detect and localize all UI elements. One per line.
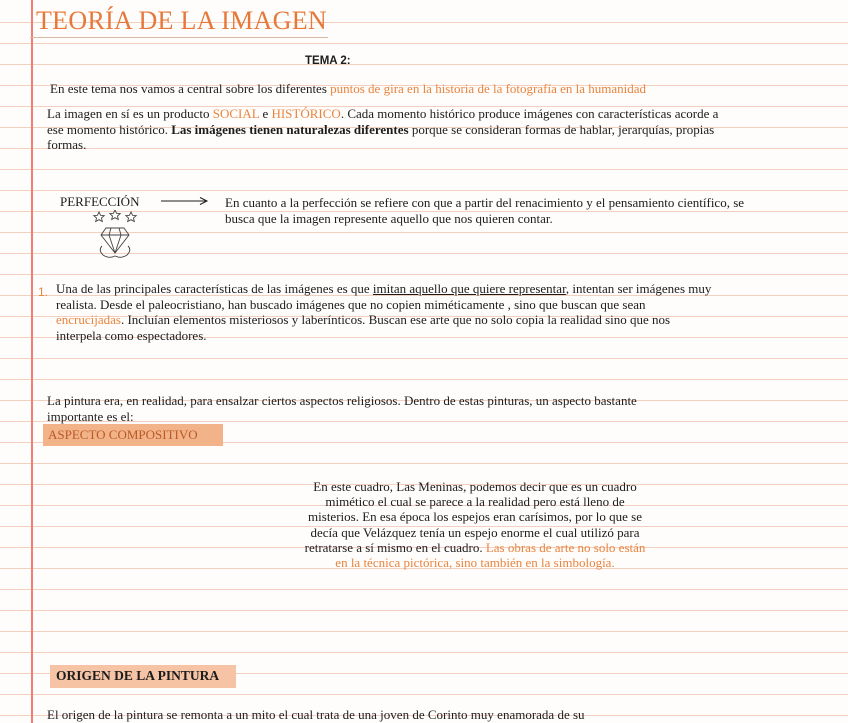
intro-paragraph: [50, 81, 830, 97]
intro-highlight: puntos de gira en la historia de la fotografía en la humanidad: [330, 81, 647, 96]
historico-highlight: HISTÓRICO: [271, 106, 341, 121]
item1-text-3: . Incluían elementos misteriosos y laberínticos. Buscan ese arte que no solo copia la realidad sino que nos interpela como espectadores.: [56, 312, 671, 343]
item1-text-1: Una de las principales características de las imágenes es que: [56, 281, 373, 296]
right-arrow-icon: [160, 196, 210, 206]
diamond-stars-icon: [92, 210, 138, 260]
item1-text-2: , intentan ser imágenes muy realista. Desde el paleocristiano, han buscado imágenes que no copien miméticamente , sino que buscan que sean: [56, 281, 712, 312]
meninas-paragraph: [300, 479, 650, 570]
meninas-highlight: Las obras de arte no solo están en la técnica pictórica, sino también en la simbología.: [335, 539, 646, 571]
social-highlight: SOCIAL: [212, 106, 260, 121]
page-title: TEORÍA DE LA IMAGEN: [36, 6, 327, 35]
origen-paragraph: El origen de la pintura se remonta a un mito el cual trata de una joven de Corinto muy enamorada de su: [47, 707, 585, 722]
pintura-paragraph: La pintura era, en realidad, para ensalzar ciertos aspectos religiosos. Dentro de estas pinturas, un aspecto bastante importante es el:: [47, 393, 637, 424]
aspecto-compositivo-label: ASPECTO COMPOSITIVO: [48, 427, 198, 442]
perfeccion-label: PERFECCIÓN: [60, 194, 140, 209]
title-underline: [30, 37, 328, 38]
p1-bold: Las imágenes tienen naturalezas diferentes: [171, 121, 409, 137]
p1-text-1: La imagen en sí es un producto: [47, 106, 213, 121]
p1-text-2: e: [259, 106, 272, 121]
margin-line: [31, 0, 33, 723]
paragraph-social-historico: [47, 106, 737, 153]
list-item-1: [56, 281, 716, 343]
intro-text: En este tema nos vamos a central sobre los diferentes: [50, 81, 331, 96]
p1-text-4: porque se consideran formas de hablar, jerarquías, propias formas.: [47, 121, 715, 152]
item1-underline: imitan aquello que quiere representar: [372, 281, 566, 296]
encrucijadas-highlight: encrucijadas: [56, 312, 121, 327]
origen-heading: [50, 665, 236, 688]
meninas-text: En este cuadro, Las Meninas, podemos decir que es un cuadro mimético el cual se parece a la realidad pero está lleno de misterios. En esa época los espejos eran carísimos, por lo que se decía que Velázquez tenía un espejo enorme el cual utilizó para retratarse a sí mismo en el cuadro.: [304, 479, 642, 555]
origen-heading-label: ORIGEN DE LA PINTURA: [56, 668, 220, 683]
list-number: 1.: [38, 285, 49, 299]
aspecto-compositivo-heading: [43, 424, 223, 446]
topic-label: TEMA 2:: [305, 55, 351, 67]
perfeccion-text: En cuanto a la perfección se refiere con que a partir del renacimiento y el pensamiento científico, se busca que la imagen represente aquello que nos quieren contar.: [225, 195, 745, 226]
p1-text-3: . Cada momento histórico produce imágenes con características acorde a ese momento histórico.: [47, 106, 719, 137]
